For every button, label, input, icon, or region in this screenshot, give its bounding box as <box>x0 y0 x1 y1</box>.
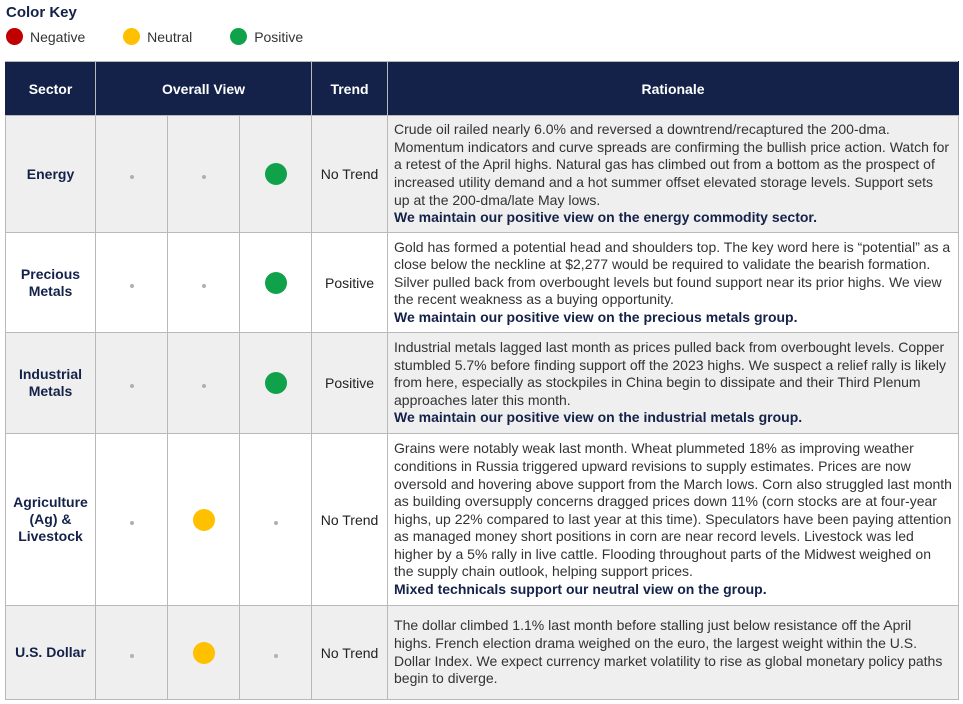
rationale-text: Grains were notably weak last month. Wheat plummeted 18% as improving weather conditions in Russia triggered upward revisions to supply estimates. Prices are now oversold and hovering above support from the March lows. Corn also struggled last month as building oversupply concerns dragged prices down 11% (corn stocks are at four-year highs, up 22% compared to last year at this time). Speculators have been paying attention as managed money short positions in corn are near record levels. Livestock was led higher by a 5% rally in live cattle. Flooding throughout parts of the Midwest weighed on the supply chain outlook, helping support prices. <box>394 440 952 580</box>
empty-marker-icon <box>130 175 134 179</box>
rationale-conclusion: We maintain our positive view on the precious metals group. <box>394 308 798 325</box>
rationale-conclusion: We maintain our positive view on the energy commodity sector. <box>394 209 817 226</box>
key-label-positive: Positive <box>254 28 304 45</box>
trend-value: No Trend <box>312 116 388 233</box>
empty-marker-icon <box>202 175 206 179</box>
empty-marker-icon <box>274 654 278 658</box>
view-negative-cell <box>96 233 168 333</box>
neutral-view-dot-icon <box>193 642 215 664</box>
rationale-conclusion: We maintain our positive view on the industrial metals group. <box>394 409 803 426</box>
empty-marker-icon <box>202 284 206 288</box>
key-item-negative <box>6 28 85 45</box>
empty-marker-icon <box>130 521 134 525</box>
view-negative-cell <box>96 116 168 233</box>
key-label-negative: Negative <box>30 28 86 45</box>
view-neutral-cell <box>168 333 240 434</box>
key-label-neutral: Neutral <box>147 28 193 45</box>
rationale-cell <box>388 333 959 434</box>
neutral-dot-icon <box>123 28 140 45</box>
view-neutral-cell <box>168 233 240 333</box>
header-sector: Sector <box>6 62 96 116</box>
empty-marker-icon <box>130 284 134 288</box>
rationale-text: Crude oil railed nearly 6.0% and reversed a downtrend/recaptured the 200-dma. Momentum indicators and curve spreads are confirming the bullish price action. Watch for a retest of the April highs. Natural gas has climbed out from a bottom as the prospect of increased utility demand and a hot summer offset elevated storage levels. Support sets up at the 200-dma/late May lows. <box>394 121 950 208</box>
sector-view-table <box>5 61 959 700</box>
negative-dot-icon <box>6 28 23 45</box>
trend-value: No Trend <box>312 434 388 606</box>
table-row <box>6 333 959 434</box>
empty-marker-icon <box>202 384 206 388</box>
trend-value: No Trend <box>312 606 388 700</box>
key-item-positive <box>230 28 303 45</box>
view-neutral-cell <box>168 434 240 606</box>
rationale-text: Industrial metals lagged last month as prices pulled back from overbought levels. Copper stumbled 5.7% before finding support off the 2023 highs. We suspect a relief rally is likely from here, especially as stockpiles in China begin to dissipate and their Third Plenum approaches later this month. <box>394 339 947 408</box>
view-positive-cell <box>240 116 312 233</box>
table-row <box>6 233 959 333</box>
table-header-row <box>6 62 959 116</box>
table-row <box>6 606 959 700</box>
header-overall-view: Overall View <box>96 62 312 116</box>
trend-value: Positive <box>312 333 388 434</box>
neutral-view-dot-icon <box>193 509 215 531</box>
trend-value: Positive <box>312 233 388 333</box>
rationale-cell <box>388 233 959 333</box>
rationale-cell <box>388 116 959 233</box>
view-negative-cell <box>96 434 168 606</box>
view-negative-cell <box>96 606 168 700</box>
view-positive-cell <box>240 333 312 434</box>
view-positive-cell <box>240 434 312 606</box>
color-key-items <box>6 28 337 48</box>
positive-view-dot-icon <box>265 372 287 394</box>
view-negative-cell <box>96 333 168 434</box>
empty-marker-icon <box>130 384 134 388</box>
table-row <box>6 116 959 233</box>
header-rationale: Rationale <box>388 62 959 116</box>
rationale-text: Gold has formed a potential head and shoulders top. The key word here is “potential” as a close below the neckline at $2,277 would be required to validate the bearish formation. Silver pulled back from overbought levels but found support near its prior highs. We view the recent weakness as a buying opportunity. <box>394 238 951 308</box>
empty-marker-icon <box>130 654 134 658</box>
sector-name: Energy <box>6 116 96 233</box>
sector-name: Precious Metals <box>6 233 96 333</box>
sector-name: Agriculture (Ag) & Livestock <box>6 434 96 606</box>
sector-name: U.S. Dollar <box>6 606 96 700</box>
view-positive-cell <box>240 233 312 333</box>
empty-marker-icon <box>274 521 278 525</box>
view-positive-cell <box>240 606 312 700</box>
key-item-neutral <box>123 28 192 45</box>
table-row <box>6 434 959 606</box>
rationale-cell <box>388 434 959 606</box>
sector-name: Industrial Metals <box>6 333 96 434</box>
rationale-conclusion: Mixed technicals support our neutral view on the group. <box>394 581 767 598</box>
color-key-title: Color Key <box>6 4 77 21</box>
header-trend: Trend <box>312 62 388 116</box>
rationale-cell <box>388 606 959 700</box>
view-neutral-cell <box>168 606 240 700</box>
positive-dot-icon <box>230 28 247 45</box>
positive-view-dot-icon <box>265 163 287 185</box>
view-neutral-cell <box>168 116 240 233</box>
positive-view-dot-icon <box>265 272 287 294</box>
rationale-text: The dollar climbed 1.1% last month before stalling just below resistance off the April highs. French election drama weighed on the euro, the largest weight within the U.S. Dollar Index. We expect currency market volatility to rise as global monetary policy paths begin to diverge. <box>394 617 943 687</box>
color-key <box>6 4 304 45</box>
